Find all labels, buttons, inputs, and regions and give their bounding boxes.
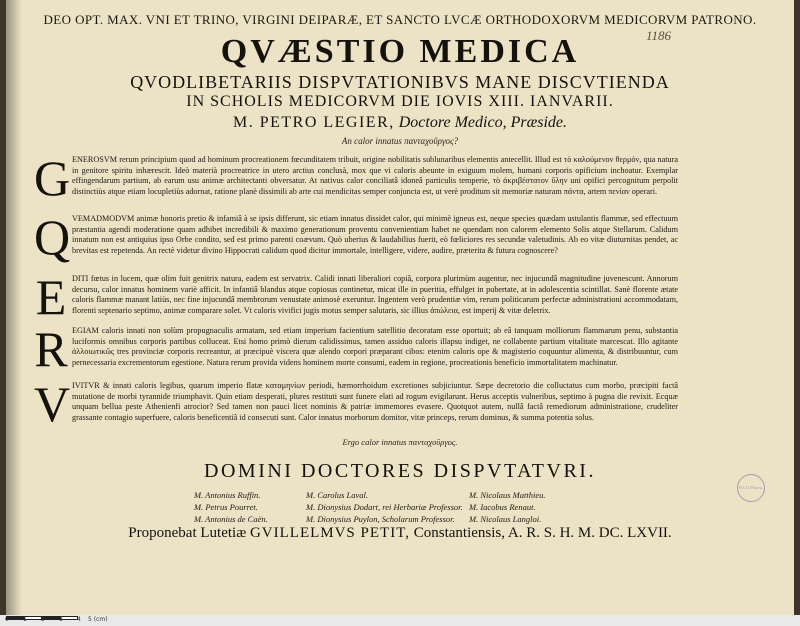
doctors-heading: DOMINI DOCTORES DISPVTATVRI.	[204, 460, 596, 482]
doctor-name: M. Antonius Ruffin.	[194, 490, 261, 500]
doctor-name: M. Dionysius Puylon, Scholarum Professor.	[306, 514, 455, 524]
drop-cap: V	[34, 376, 71, 432]
drop-cap: R	[34, 321, 68, 377]
paragraph-text: IVITVR & innati caloris legibus, quarum imperio flatæ καταμηνίων periodi, hæmorrhoidum excretiones subjiciuntur. Sæpe decretorio die colluctatus cum morbo, præcipiti factâ mutatione de morbi tyrannide triumphavit. Quin etiam desperati, plures restituti sunt funere elati ad rogum evigilarunt. Herus acceptis vulneribus, septimo à pugna die revixit. Ecquæ unquam bellua peste Athenienfi atrocior? Sed tamen non pauci licet nominis & patriæ immemores evasere. Quotquot autem, nullâ factâ remediorum administratione, crudeliter grassante contagio superfuere, caloris beneficentiâ id consecuti sunt. Calor innatus morborum domitor, vitæ princeps, rerum dominus, & summa potentia solus.	[72, 381, 678, 422]
praeses-line	[6, 114, 794, 132]
doctors-column-3	[469, 489, 546, 525]
subtitle-line-2: IN SCHOLIS MEDICORVM DIE IOVIS XIII. IANVARII.	[186, 93, 614, 110]
printer-name: GVILLELMVS PETIT,	[249, 525, 410, 541]
doctors-column-2	[306, 489, 463, 525]
ruler-label: 2	[41, 616, 45, 623]
doctor-name: M. Carolus Laval.	[306, 490, 369, 500]
doctors-column-1	[194, 489, 268, 525]
ruler-label: 1	[23, 616, 27, 623]
doctor-name: M. Nicolaus Langloi.	[469, 514, 542, 524]
praeses-name: M. PETRO LEGIER,	[232, 114, 395, 131]
doctor-name: M. Dionysius Dodart, rei Herbariæ Professor.	[306, 502, 463, 512]
doctor-name: M. Petrus Pourret.	[194, 502, 258, 512]
paragraph-text: DITI fœtus in lucem, quæ olim fuit genitrix natura, eadem est servatrix. Calidi innati liberaliori copiâ, corpora plurimùm augentur, nec injucundâ magnitudine juvenescunt. Annorum decursu, calor innatus hominem variè afficit. In infantiâ blandus atque copiosus continetur, micat ille in pueritia, effulget in pubertate, at in adolescentia scintillat. Sanè florente ætate caloris flammæ manant latiùs, nec fine injucundâ membrorum venustate animosè exeruntur. Ingentem verò prudentiæ vim, rerum politicarum perfectæ administrationi accommodatam, florenti septenario septimo, animæ comparare solet. Vt caloris vivifici jugis motus semper salutaris, sic illius ἀπώλεια, est imperij & vitæ deletrix.	[72, 274, 678, 315]
thesis-question: An calor innatus πανταχοῦργος?	[341, 136, 459, 146]
doctor-name: M. Iacobus Renaut.	[469, 502, 536, 512]
drop-cap: Q	[34, 209, 71, 265]
ruler-label: 0	[5, 616, 9, 623]
doctor-name: M. Antonius de Caën.	[194, 514, 268, 524]
scale-ruler	[0, 615, 800, 626]
paragraph-text: ENEROSVM rerum principium quod ad hominum procreationem fœcunditatem tribuit, origine nobilitatis sublunaribus elementis antecellit. Illud est τὸ καλούμενον θερμόν, qua natura in genitore spiritu inhærescit. Ideò materià procreatrice in utero arctius conclusà, mox que vi caloris abeunte in exiguum molem, humani corporis opificium inchoatur. Exemplar effingendarum partium, ab earum usu animæ architectanti obversatur. At nativus calor conciliatâ idoneâ particulis temperie, τὸ ἀκριβέστατον ὕλην uni opifici percognitum perpolit distinctiùs atque etiam locupletiùs adornat, ratione planè dissimili ab arte cui mendicitas semper conjuncta est, ut verè proditum sit memoriæ naturam πάντα, artem πενίαν operari.	[72, 155, 678, 196]
main-title: QVÆSTIO MEDICA	[220, 33, 580, 70]
praeses-role: Doctore Medico, Præside.	[398, 114, 568, 131]
subtitle-line-1: QVODLIBETARIIS DISPVTATIONIBVS MANE DISCVTIENDA	[130, 72, 670, 92]
drop-cap: E	[35, 269, 67, 325]
document-page	[6, 0, 794, 615]
drop-cap: G	[34, 150, 71, 206]
dedication-line: DEO OPT. MAX. VNI ET TRINO, VIRGINI DEIPARÆ, ET SANCTO LVCÆ ORTHODOXORVM MEDICORVM PATRONO.	[43, 12, 757, 27]
ruler-label: 5 (cm)	[88, 616, 108, 623]
paragraph-text: EGIAM caloris innati non solùm propugnaculis armatam, sed etiam imperium facientium satellitio decoratam esse oportuit; ab eâ tanquam molliorum flammarum penu, substantia luciformis omnibus corporis partibus colluceat. Etsi homo primò dierum calidissimus, tamen assiduo caloris illapsu indiget, ne collabente partium vitalitate marcescat. Illo agitante ἀλλοιωτικῶς tres provinciæ corporis recreantur, at præcipuè viscera quæ alendo corpori præparant cibos: etenim caloris ope & magisterio coquuntur alimenta, & distribuuntur, cum pernecessaria excrementorum egestione. Natura rerum provida videns hominem morte consumi, eadem in regione, procreationis beneficio immortalitatem machinatur.	[72, 326, 678, 367]
doctor-name: M. Nicolaus Matthieu.	[469, 490, 546, 500]
page-number: 1186	[646, 28, 672, 43]
paragraph-text: VEMADMODVM animæ honoris pretio & infamiâ à se ipsis differunt, sic etiam innatus dissidet calor, qui minimè igneus est, neque species quædam ustulantis flammæ, sed effectuum præstantia agendi moderatione quam adhibet incredibili & maximo generationum proventu convenientiam habet ne quendam non calorem elemento Solis atque Stellarum. Calidum innatum non est antiquius ipso Orbe condito, sed est primo parenti coævum. Quò uberius & laudabilius fuerit, eò fœliciores res secundæ valetudinis. Ab eo vitæ diuturnitas pendet, ac brevitas est repetenda. An rectè videtur divino Hippocrati calidum quod dicitur immortale, intelligere, videre, audire, præterita & futura cognoscere?	[72, 214, 678, 255]
ruler-label: 4	[77, 616, 81, 623]
ruler-label: 3	[59, 616, 63, 623]
library-stamp: B.I.U.Pharm.	[737, 474, 765, 502]
conclusion-line: Ergo calor innatus πανταχοῦργος.	[342, 437, 458, 447]
publisher-line	[6, 525, 794, 542]
publisher-suffix: Constantiensis, A. R. S. H. M. DC. LXVII.	[413, 525, 672, 541]
publisher-prefix: Proponebat Lutetiæ	[128, 525, 247, 541]
